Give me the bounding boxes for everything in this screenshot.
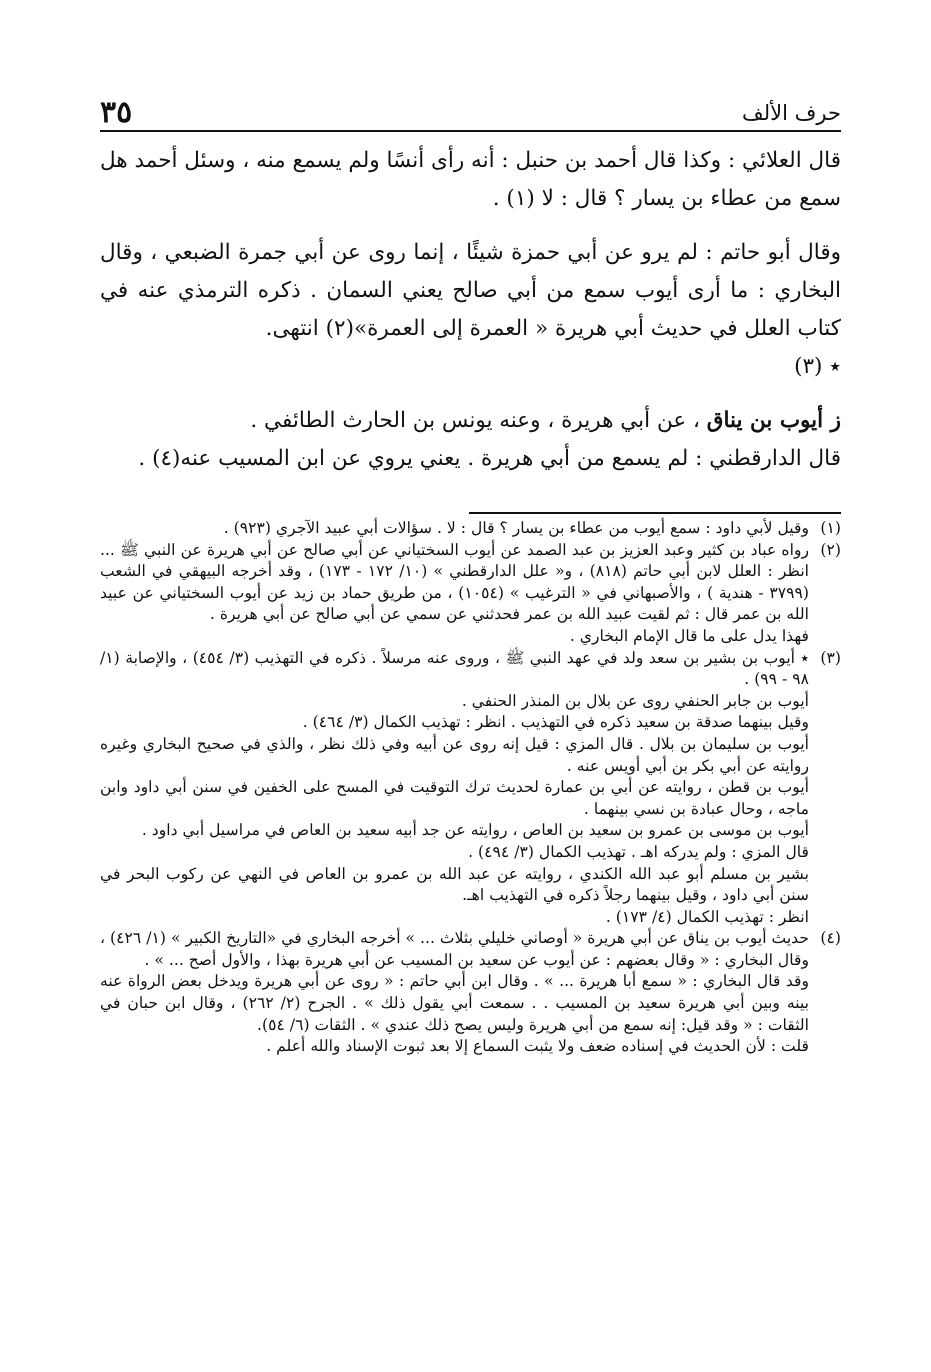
footnote-body [100, 540, 809, 648]
paragraph-abu-hatim: وقال أبو حاتم : لم يرو عن أبي حمزة شيئًا ، إنما روى عن أبي جمرة الضبعي ، وقال البخاري : ما أرى أيوب سمع من أبي صالح يعني السمان . ذكره الترمذي عنه في كتاب العلل في حديث أبي هريرة « العمرة إلى العمرة»(٢) انتهى. [100, 240, 841, 341]
footnote-line: قال المزي : ولم يدركه اهـ . تهذيب الكمال (٣/ ٤٩٤) . [468, 842, 809, 861]
footnote-line: حديث أيوب بن يناق عن أبي هريرة « أوصاني خليلي بثلاث ... » أخرجه البخاري في «التاريخ الكبير » (١/ ٤٢٦) ، وقال البخاري : « وقال بعضهم : عن أيوب عن سعيد بن المسيب عن أبي هريرة بهذا ، والأول أصح ... » . [100, 929, 809, 969]
footnote-line: أيوب بن سليمان بن بلال . قال المزي : قيل إنه روى عن أبيه وفي ذلك نظر ، والذي في صحيح البخاري وغيره روايته عن أبي بكر بن أبي أويس عنه . [100, 734, 809, 775]
page-header [100, 78, 841, 128]
footnote-number: (١) [820, 519, 841, 537]
footnote-line: وقيل بينهما صدقة بن سعيد ذكره في التهذيب . انظر : تهذيب الكمال (٣/ ٤٦٤) . [302, 713, 809, 732]
footnote-line: فهذا يدل على ما قال الإمام البخاري . [569, 626, 809, 645]
footnote-line: وقد قال البخاري : « سمع أبا هريرة ... » . وقال ابن أبي حاتم : « روى عن أبي هريرة ويدخل بعض الرواة عنه بينه وبين أبي هريرة سعيد بن المسيب . . سمعت أبي يقول ذلك » . الجرح (٢/ ٢٦٢) ، وقال ابن حبان في الثقات : « وقد قيل: إنه سمع من أبي هريرة وليس يصح ذلك عندي » . الثقات (٦/ ٥٤). [100, 972, 810, 1034]
main-text [100, 142, 841, 478]
entry-rest: ، عن أبي هريرة ، وعنه يونس بن الحارث الطائفي . [250, 408, 700, 433]
footnote-number: (٤) [820, 929, 841, 948]
footnote-line: أيوب بن قطن ، روايته عن أبي بن عمارة لحديث ترك التوقيت في المسح على الخفين في سنن أبي داود وابن ماجه ، وحال عبادة بن نسي بينهما . [100, 778, 809, 818]
footnote-ref: (٣) [794, 354, 823, 379]
footnote-body [100, 648, 809, 929]
footnotes [100, 518, 841, 1058]
footnote [100, 540, 841, 648]
page-number: ٣٥ [100, 95, 133, 130]
paragraph-daraqutni: قال الدارقطني : لم يسمع من أبي هريرة . يعني يروي عن ابن المسيب عنه(٤) . [138, 446, 841, 471]
footnote-body [100, 518, 809, 540]
footnote-line: ٭ أيوب بن بشير بن سعد ولد في عهد النبي ﷺ ، وروى عنه مرسلاً . ذكره في التهذيب (٣/ ٤٥٤) ، والإصابة (١/ ٩٨ - ٩٩) . [100, 648, 809, 689]
paragraph-alai: قال العلائي : وكذا قال أحمد بن حنبل : أنه رأى أنسًا ولم يسمع منه ، وسئل أحمد هل سمع من عطاء بن يسار ؟ قال : لا (١) . [100, 148, 841, 211]
footnote-separator [469, 512, 841, 514]
footnote-line: بشير بن مسلم أبو عبد الله الكندي ، روايته عن عبد الله بن عمرو بن العاص في النهي عن ركوب البحر في سنن أبي داود ، وقيل بينهما رجلاً ذكره في التهذيب اهـ. [100, 864, 809, 905]
footnote-line: انظر : تهذيب الكمال (٤/ ١٧٣) . [605, 907, 809, 926]
header-rule [100, 130, 841, 132]
entry-title: ز أيوب بن يناق [706, 408, 841, 433]
footnote-line: أيوب بن جابر الحنفي روى عن بلال بن المنذر الحنفي . [461, 691, 809, 710]
footnote-marker-line [100, 348, 841, 386]
footnote-line: رواه عباد بن كثير وعبد العزيز بن عبد الصمد عن أيوب السختياني عن أبي صالح عن أبي هريرة عن النبي ﷺ ... انظر : العلل لابن أبي حاتم (٨١٨) ، و« علل الدارقطني » (١٠/ ١٧٢ - ١٧٣) ، وقد أخرجه البيهقي في الشعب (٣٧٩٩ - هندية ) ، والأصبهاني في « الترغيب » (١٠٥٤) ، من طريق حماد بن زيد عن أيوب السختياني عن عبيد الله بن عمر قال : ثم لقيت عبيد الله بن عمر فحدثني عن سمي عن أبي صالح عن أبي هريرة . [100, 540, 810, 624]
footnote-body [100, 928, 809, 1058]
footnote [100, 648, 841, 929]
running-title: حرف الألف [742, 101, 841, 125]
footnote [100, 518, 841, 540]
footnote [100, 928, 841, 1058]
star-icon: ٭ [829, 354, 841, 379]
footnote-line: وقيل لأبي داود : سمع أيوب من عطاء بن يسار ؟ قال : لا . سؤالات أبي عبيد الآجري (٩٢٣) . [223, 519, 809, 537]
footnote-line: أيوب بن موسى بن عمرو بن سعيد بن العاص ، روايته عن جد أبيه سعيد بن العاص في مراسيل أبي داود . [141, 821, 809, 840]
entry-line [100, 402, 841, 440]
footnote-number: (٣) [820, 648, 841, 667]
footnote-number: (٢) [820, 540, 841, 559]
footnote-line: قلت : لأن الحديث في إسناده ضعف ولا يثبت السماع إلا بعد ثبوت الإسناد والله أعلم . [266, 1037, 809, 1056]
